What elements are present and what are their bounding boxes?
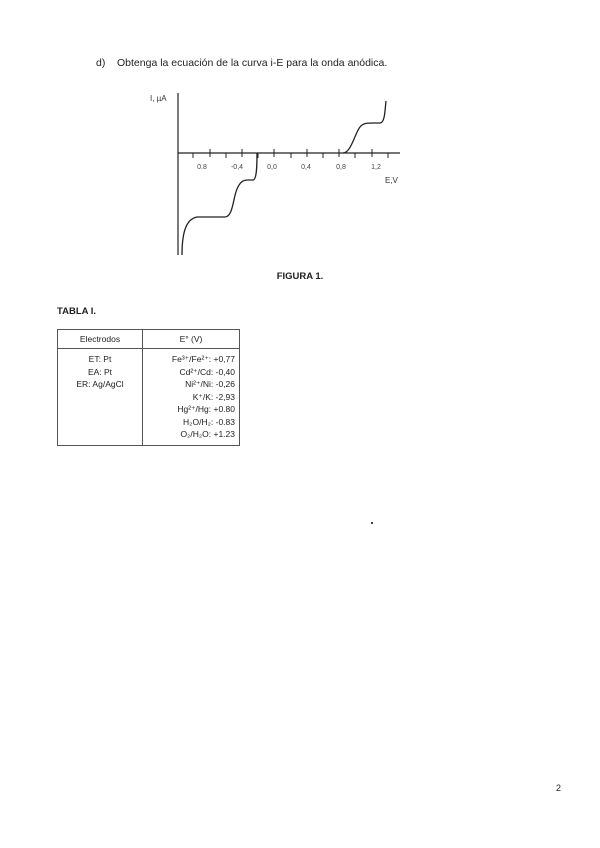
tick-label-2: -0,4 <box>230 164 244 171</box>
question-text: Obtenga la ecuación de la curva i-E para la onda anódica. <box>117 57 388 69</box>
potentials-cell <box>143 349 240 446</box>
potential-fe: Fe³⁺/Fe²⁺: +0,77 <box>171 354 235 364</box>
tick-label-6: 1,2 <box>371 164 381 171</box>
table-title: TABLA I. <box>57 306 97 317</box>
i-e-curve-figure <box>145 85 410 260</box>
table-row <box>58 349 240 446</box>
tick-label-5: 0,8 <box>336 164 346 171</box>
potential-k: K⁺/K: -2,93 <box>192 391 235 402</box>
tick-labels <box>197 164 381 171</box>
potential-cd: Cd²⁺/Cd: -0,40 <box>179 366 235 377</box>
x-axis-label: E,V <box>385 176 398 185</box>
question-label: d) <box>96 57 106 69</box>
electrodes-table <box>57 329 240 446</box>
potential-h2o-h2: H₂O/H₂: -0.83 <box>183 416 235 427</box>
tick-label-1: 0.8 <box>197 164 207 171</box>
potential-hg: Hg²⁺/Hg: +0.80 <box>177 404 235 414</box>
header-electrodes: Electrodos <box>58 330 143 349</box>
electrode-reference: ER: Ag/AgCl <box>76 379 124 389</box>
tick-label-3: 0,0 <box>267 164 277 171</box>
potential-ni: Ni²⁺/Ni: -0,26 <box>185 379 235 389</box>
electrodes-cell <box>58 349 143 446</box>
header-potential: E° (V) <box>143 330 240 349</box>
y-axis-label: I, µA <box>150 94 167 103</box>
figure-caption: FIGURA 1. <box>276 271 324 282</box>
stray-dot <box>371 522 373 524</box>
electrode-working: ET: Pt <box>88 354 112 364</box>
anodic-wave <box>343 101 386 153</box>
tick-label-4: 0,4 <box>301 164 311 171</box>
cathodic-wave <box>182 153 257 255</box>
potential-o2-h2o: O₂/H₂O: +1.23 <box>180 429 235 439</box>
electrode-auxiliary: EA: Pt <box>87 366 113 377</box>
page-number: 2 <box>556 783 562 793</box>
